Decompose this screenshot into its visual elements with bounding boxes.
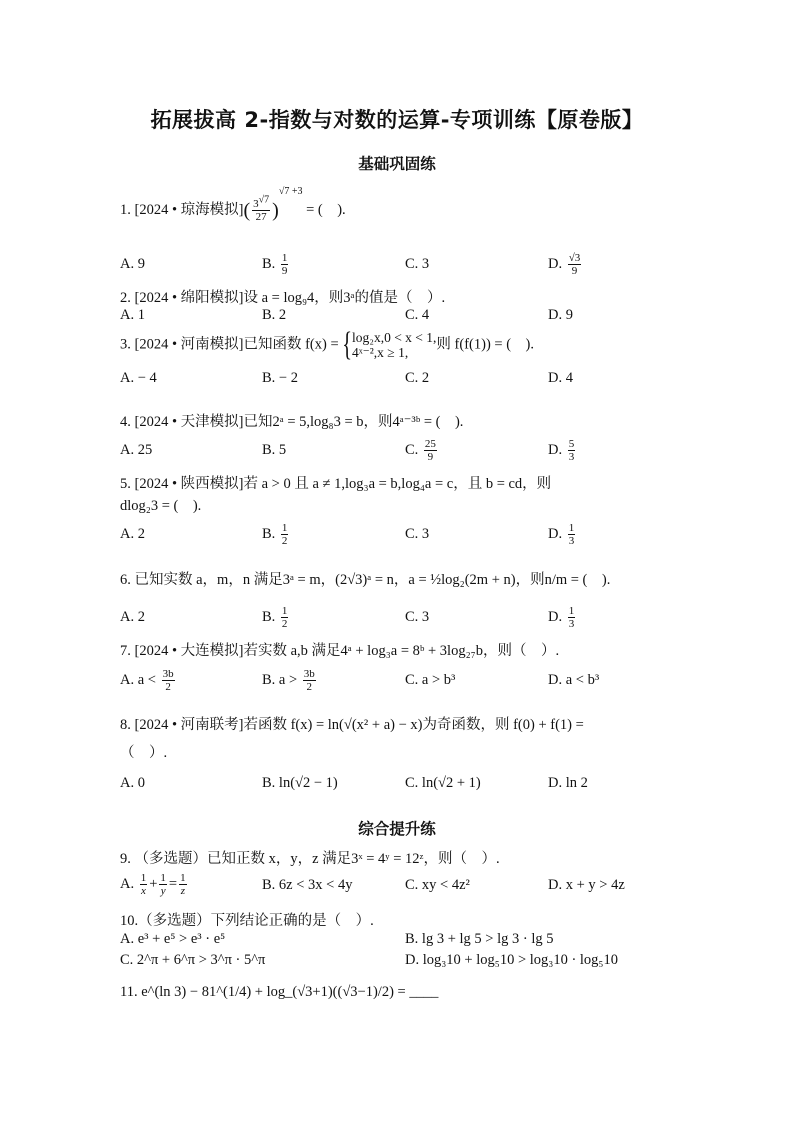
question-11: 11. e^(ln 3) − 81^(1/4) + log_(√3+1)((√3−1)/2) = ____	[120, 984, 439, 1000]
q10-option-c: C. 2^π + 6^π > 3^π · 5^π	[120, 952, 266, 968]
q9-option-b: B. 6z < 3x < 4y	[262, 877, 353, 893]
q8-option-c: C. ln(√2 + 1)	[405, 775, 481, 791]
question-5-line-1: 5. [2024 • 陕西模拟]若 a > 0 且 a ≠ 1,log₃a = b,log₄a = c，且 b = cd，则	[120, 476, 552, 492]
question-10: 10.（多选题）下列结论正确的是（ ）.	[120, 913, 374, 929]
q8-option-a: A. 0	[120, 775, 145, 791]
q5-option-b: B. $\frac{1}{2}$	[262, 522, 288, 547]
q3-option-c: C. 2	[405, 370, 430, 386]
question-6: 6. 已知实数 a，m，n 满足3ᵃ = m，(2√3)ᵃ = n，a = ½log₂(2m + n)，则n/m = ( ).	[120, 572, 611, 588]
q1-option-d: D. $\frac{√3}{9}$	[548, 252, 581, 277]
q4-option-c: C. $\frac{25}{9}$	[405, 438, 436, 463]
q3-case-1: log₂x,0 < x < 1,	[351, 330, 437, 345]
q4-option-d: D. $\frac{5}{3}$	[548, 438, 575, 463]
page-title: 拓展拔高 2-指数与对数的运算-专项训练【原卷版】	[150, 108, 644, 132]
q1-option-c: C. 3	[405, 256, 430, 272]
q5-option-d: D. $\frac{1}{3}$	[548, 522, 575, 547]
q3-case-2: 4ˣ⁻²,x ≥ 1,	[351, 345, 409, 360]
q2-option-a: A. 1	[120, 307, 145, 323]
question-3: 3. [2024 • 河南模拟]已知函数 f(x) ={log₂x,0 < x < 1, 4ˣ⁻²,x ≥ 1,则 f(f(1)) = ( ).	[120, 326, 534, 363]
question-9: 9. （多选题）已知正数 x，y，z 满足3ˣ = 4ʸ = 12ᶻ，则（ ）.	[120, 851, 500, 867]
q5-option-a: A. 2	[120, 526, 145, 542]
question-2: 2. [2024 • 绵阳模拟]设 a = log₉4，则3ᵃ的值是（ ）.	[120, 290, 446, 306]
q10-option-d: D. log₃10 + log₅10 > log₃10 · log₅10	[405, 952, 618, 968]
question-4: 4. [2024 • 天津模拟]已知2ᵃ = 5,log₈3 = b，则4ᵃ⁻³ᵇ = ( ).	[120, 414, 464, 430]
question-1: 1. [2024 • 琼海模拟]( $\frac{3^{√7}}{27}$ )$^{√7 +3}$ = ( ).	[120, 186, 346, 224]
q10-option-a: A. e³ + e⁵ > e³ · e⁵	[120, 931, 226, 947]
q6-option-a: A. 2	[120, 609, 145, 625]
q1-suffix: = ( ).	[302, 202, 346, 218]
q9-option-a: A. $\frac{1}{x}$ + $\frac{1}{y}$ = $\frac{1}{z}$	[120, 872, 186, 897]
q6-option-b: B. $\frac{1}{2}$	[262, 605, 288, 630]
question-5-line-2: dlog₂3 = ( ).	[120, 498, 202, 514]
question-7: 7. [2024 • 大连模拟]若实数 a,b 满足4ᵃ + log₃a = 8ᵇ + 3log₂₇b，则（ ）.	[120, 643, 560, 659]
q1-option-b: B. $\frac{1}{9}$	[262, 252, 288, 277]
q2-option-b: B. 2	[262, 307, 287, 323]
q7-option-d: D. a < b³	[548, 672, 600, 688]
q4-option-b: B. 5	[262, 442, 287, 458]
q9-option-d: D. x + y > 4z	[548, 877, 625, 893]
q8-option-b: B. ln(√2 − 1)	[262, 775, 338, 791]
q1-prefix: 1. [2024 • 琼海模拟]	[120, 202, 244, 218]
q7-option-c: C. a > b³	[405, 672, 456, 688]
q4-option-a: A. 25	[120, 442, 153, 458]
q3-option-b: B. − 2	[262, 370, 298, 386]
section-advanced: 综合提升练	[358, 820, 436, 838]
q6-option-d: D. $\frac{1}{3}$	[548, 605, 575, 630]
q9-option-c: C. xy < 4z²	[405, 877, 470, 893]
question-8-line-2: （ ）.	[120, 745, 168, 761]
q3-option-d: D. 4	[548, 370, 573, 386]
q8-option-d: D. ln 2	[548, 775, 588, 791]
q2-option-d: D. 9	[548, 307, 573, 323]
section-basic: 基础巩固练	[358, 155, 436, 173]
q7-option-a: A. a < $\frac{3b}{2}$	[120, 668, 174, 693]
q10-option-b: B. lg 3 + lg 5 > lg 3 · lg 5	[405, 931, 554, 947]
q7-option-b: B. a > $\frac{3b}{2}$	[262, 668, 315, 693]
q5-option-c: C. 3	[405, 526, 430, 542]
q2-option-c: C. 4	[405, 307, 430, 323]
q6-option-c: C. 3	[405, 609, 430, 625]
q3-option-a: A. − 4	[120, 370, 157, 386]
q1-option-a: A. 9	[120, 256, 145, 272]
question-8-line-1: 8. [2024 • 河南联考]若函数 f(x) = ln(√(x² + a) − x)为奇函数，则 f(0) + f(1) =	[120, 717, 584, 733]
